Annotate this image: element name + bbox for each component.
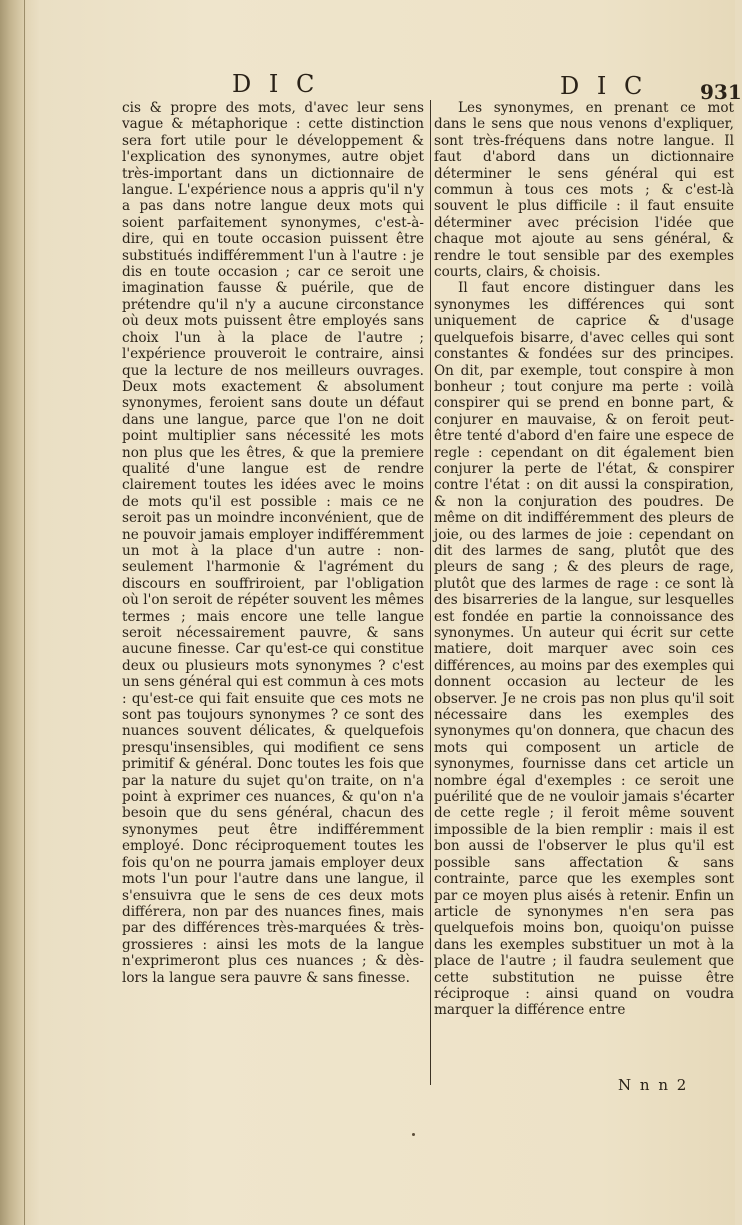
right-paragraph-2: Il faut encore distinguer dans les synonymes les différences qui sont uniquement de caprice & d'usage quelquefois bisarre, d'avec celles qui sont constantes & fondées sur des principes. On dit, par exemple, tout conspire à mon bonheur ; tout conjure ma perte : voilà conspirer qui se prend en bonne part, & conjurer en mauvaise, & on feroit peut-être tenté d'abord d'en faire une espece de regle : cependant on dit également bien conjurer la perte de l'état, & conspirer contre l'état : on dit aussi la conspiration, & non la conjuration des poudres. De même on dit indifféremment des pleurs de joie, ou des larmes de joie : cependant on dit des larmes de sang, plutôt que des pleurs de sang ; & des pleurs de rage, plutôt que des larmes de rage : ce sont là des bisarreries de la langue, sur lesquelles est fondée en partie la connoissance des synonymes. Un auteur qui écrit sur cette matiere, doit marquer avec soin ces différences, au moins par des exemples qui donnent occasion au lecteur de les observer. Je ne crois pas non plus qu'il soit nécessaire dans les exemples des synonymes qu'on donnera, que chacun des mots qui composent un article de synonymes, fournisse dans cet article un nombre égal d'exemples : ce seroit une puérilité que de ne vouloir jamais s'écarter de cette regle ; il feroit même souvent impossible de la bien remplir : mais il est bon aussi de l'observer le plus qu'il est possible sans affectation & sans contrainte, parce que les exemples sont par ce moyen plus aisés à retenir. Enfin un article de synonymes n'en sera pas quelquefois moins bon, quoiqu'on puisse dans les exemples substituer un mot à la place de l'autre ; il faudra seulement que cette substitution ne puisse être réciproque : ainsi quand on voudra marquer la différence entre	[434, 280, 734, 1019]
right-running-head: D I C	[560, 72, 648, 100]
column-rule	[430, 100, 431, 1085]
page-number: 931	[700, 80, 742, 104]
left-running-head: D I C	[232, 70, 320, 98]
ink-spot	[412, 1133, 415, 1136]
left-column	[122, 100, 424, 986]
right-column	[434, 100, 734, 1019]
signature-mark: N n n 2	[618, 1076, 689, 1094]
right-paragraph-1: Les synonymes, en prenant ce mot dans le sens que nous venons d'expliquer, sont très-fréquens dans notre langue. Il faut d'abord dans un dictionnaire déterminer le sens général qui est commun à tous ces mots ; & c'est-là souvent le plus difficile : il faut ensuite déterminer avec précision l'idée que chaque mot ajoute au sens général, & rendre le tout sensible par des exemples courts, clairs, & choisis.	[434, 100, 734, 281]
left-paragraph: cis & propre des mots, d'avec leur sens vague & métaphorique : cette distinction sera fort utile pour le développement & l'explication des synonymes, autre objet très-important dans un dictionnaire de langue. L'expérience nous a appris qu'il n'y a pas dans notre langue deux mots qui soient parfaitement synonymes, c'est-à-dire, qui en toute occasion puissent être substitués indifféremment l'un à l'autre : je dis en toute occasion ; car ce seroit une imagination fausse & puérile, que de prétendre qu'il n'y a aucune circonstance où deux mots puissent être employés sans choix l'un à la place de l'autre ; l'expérience prouveroit le contraire, ainsi que la lecture de nos meilleurs ouvrages. Deux mots exactement & absolument synonymes, feroient sans doute un défaut dans une langue, parce que l'on ne doit point multiplier sans nécessité les mots non plus que les êtres, & que la premiere qualité d'une langue est de rendre clairement toutes les idées avec le moins de mots qu'il est possible : mais ce ne seroit pas un moindre inconvénient, que de ne pouvoir jamais employer indifféremment un mot à la place d'un autre : non-seulement l'harmonie & l'agrément du discours en souffriroient, par l'obligation où l'on seroit de répéter souvent les mêmes termes ; mais encore une telle langue seroit nécessairement pauvre, & sans aucune finesse. Car qu'est-ce qui constitue deux ou plusieurs mots synonymes ? c'est un sens général qui est commun à ces mots : qu'est-ce qui fait ensuite que ces mots ne sont pas toujours synonymes ? ce sont des nuances souvent délicates, & quelquefois presqu'insensibles, qui modifient ce sens primitif & général. Donc toutes les fois que par la nature du sujet qu'on traite, on n'a point à exprimer ces nuances, & qu'on n'a besoin que du sens général, chacun des synonymes peut être indifféremment employé. Donc réciproquement toutes les fois qu'on ne pourra jamais employer deux mots l'un pour l'autre dans une langue, il s'ensuivra que le sens de ces deux mots différera, non par des nuances fines, mais par des différences très-marquées & très-grossieres : ainsi les mots de la langue n'exprimeront plus ces nuances ; & dès-lors la langue sera pauvre & sans finesse.	[122, 100, 424, 986]
page-edge	[24, 0, 25, 1225]
binding-gutter	[0, 0, 26, 1225]
